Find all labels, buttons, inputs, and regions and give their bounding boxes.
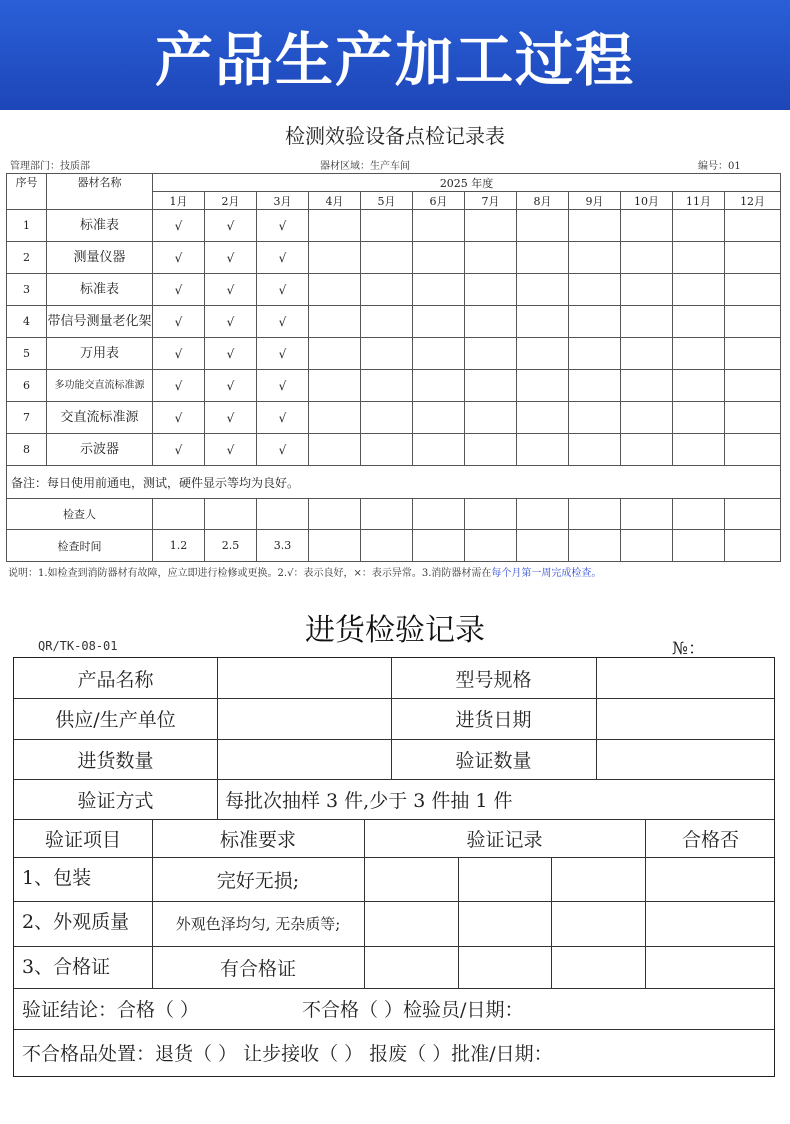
number-label: 编号：01 [698,161,741,172]
check-cell [673,242,725,274]
check-cell: √ [205,306,257,338]
check-cell: √ [205,274,257,306]
month-header: 3月 [257,192,309,210]
name-header: 器材名称 [47,174,153,210]
check-cell: √ [257,274,309,306]
table-row [7,338,781,370]
check-cell: √ [257,210,309,242]
check-cell: √ [257,306,309,338]
month-header: 4月 [309,192,361,210]
check-cell [465,274,517,306]
row-seq: 2 [7,242,47,274]
check-cell [621,274,673,306]
equipment-check-table [6,173,781,562]
standard-packaging: 完好无损; [216,869,300,892]
check-cell: √ [205,338,257,370]
check-cell [673,306,725,338]
check-cell [725,210,781,242]
check-cell [621,434,673,466]
check-cell [569,434,621,466]
check-cell: √ [257,370,309,402]
check-cell [309,434,361,466]
col-pass: 合格否 [681,828,739,851]
disposal: 不合格品处置：退货（ ） 让步接收（ ） 报废（ ）批准/日期： [22,1043,553,1065]
check-cell: √ [257,338,309,370]
check-cell [361,338,413,370]
inspector-cell [621,499,673,530]
note-text: 说明：1.如检查到消防器材有故障，应立即进行检修或更换。2.√：表示良好，×：表示异常。3.消防器材需在 [8,568,492,579]
check-cell [413,242,465,274]
arrival-date-label: 进货日期 [455,709,532,731]
check-cell [309,370,361,402]
method-label: 验证方式 [77,789,154,812]
row-name: 测量仪器 [47,242,153,274]
check-cell [621,370,673,402]
row-name: 交直流标准源 [47,402,153,434]
check-cell: √ [205,370,257,402]
check-cell [569,402,621,434]
page-banner [0,0,790,110]
banner-title: 产品生产加工过程 [154,26,635,94]
check-cell [673,370,725,402]
month-header: 10月 [621,192,673,210]
check-cell [725,402,781,434]
check-cell [465,402,517,434]
check-cell: √ [205,434,257,466]
check-cell [413,306,465,338]
inspector-cell [205,499,257,530]
check-cell [361,306,413,338]
row-name: 万用表 [47,338,153,370]
check-cell [725,434,781,466]
check-cell [621,402,673,434]
check-cell [517,434,569,466]
check-cell: √ [257,402,309,434]
check-cell [569,274,621,306]
check-cell [465,370,517,402]
check-cell [673,434,725,466]
time-cell [361,530,413,562]
table-row [7,210,781,242]
table-row [7,434,781,466]
inspector-cell [413,499,465,530]
col-record: 验证记录 [466,828,543,851]
conclusion-fail: 不合格（ ）检验员/日期： [302,999,524,1021]
check-cell: √ [257,242,309,274]
month-header: 1月 [153,192,205,210]
remark: 备注：每日使用前通电，测试，硬件显示等均为良好。 [7,466,781,499]
check-cell [725,370,781,402]
check-cell [309,274,361,306]
time-cell [517,530,569,562]
check-cell [517,402,569,434]
supplier-label: 供应/生产单位 [55,709,176,731]
standard-appearance: 外观色泽均匀, 无杂质等; [175,915,341,933]
row-seq: 1 [7,210,47,242]
inspection-title: 进货检验记录 [305,613,485,648]
month-header: 12月 [725,192,781,210]
equipment-check-meta [8,157,782,173]
check-cell [465,434,517,466]
check-cell: √ [153,242,205,274]
check-cell [621,210,673,242]
check-cell [673,402,725,434]
quantity-label: 进货数量 [77,749,154,772]
check-cell [361,370,413,402]
check-cell [569,242,621,274]
month-header: 8月 [517,192,569,210]
product-name-value [217,658,391,698]
note-highlight: 每个月第一周完成检查。 [491,568,602,579]
check-cell [413,402,465,434]
check-cell [413,210,465,242]
inspector-cell [309,499,361,530]
inspector-cell [673,499,725,530]
inspection-form [13,657,775,1077]
check-cell [517,274,569,306]
check-cell [725,242,781,274]
equipment-check-title: 检测效验设备点检记录表 [285,124,505,148]
row-name: 标准表 [47,210,153,242]
check-cell [465,210,517,242]
time-cell [569,530,621,562]
check-cell: √ [153,210,205,242]
form-number-label: №： [672,639,706,659]
check-cell [309,242,361,274]
table-row [7,274,781,306]
table-row [7,402,781,434]
check-cell [569,306,621,338]
check-cell [621,338,673,370]
inspector-cell [569,499,621,530]
model-label: 型号规格 [455,668,532,691]
verify-quantity-label: 验证数量 [455,749,532,772]
table-row [7,370,781,402]
month-header: 2月 [205,192,257,210]
check-cell [309,306,361,338]
item-certificate: 3、合格证 [22,956,111,978]
check-cell [569,370,621,402]
equipment-note [8,564,601,579]
time-cell: 1.2 [153,530,205,562]
check-cell: √ [153,274,205,306]
check-cell [569,338,621,370]
row-seq: 6 [7,370,47,402]
col-item: 验证项目 [44,828,121,851]
month-header: 7月 [465,192,517,210]
check-cell [309,210,361,242]
row-seq: 8 [7,434,47,466]
check-cell: √ [205,210,257,242]
check-cell [621,306,673,338]
row-name: 多功能交直流标准源 [47,370,153,402]
check-cell [673,338,725,370]
standard-certificate: 有合格证 [219,957,296,980]
item-appearance: 2、外观质量 [22,911,130,933]
check-cell [517,338,569,370]
inspector-cell [517,499,569,530]
seq-header: 序号 [7,174,47,210]
product-name-label: 产品名称 [77,668,154,691]
time-cell: 2.5 [205,530,257,562]
month-header: 6月 [413,192,465,210]
time-cell [309,530,361,562]
check-cell [309,402,361,434]
table-row [7,306,781,338]
method-value: 每批次抽样 3 件,少于 3 件抽 1 件 [225,789,513,812]
check-cell [413,274,465,306]
year-header: 2025 年度 [153,174,781,192]
check-cell: √ [205,402,257,434]
time-cell [725,530,781,562]
row-seq: 5 [7,338,47,370]
check-cell [517,306,569,338]
inspector-cell [725,499,781,530]
time-cell [673,530,725,562]
table-row [7,242,781,274]
row-name: 示波器 [47,434,153,466]
check-cell: √ [153,338,205,370]
check-cell [465,306,517,338]
month-header: 9月 [569,192,621,210]
item-packaging: 1、包装 [22,867,92,889]
check-cell [465,338,517,370]
check-cell [569,210,621,242]
check-cell [361,274,413,306]
form-code: QR/TK-08-01 [38,639,118,653]
row-seq: 4 [7,306,47,338]
check-cell [725,306,781,338]
row-name: 带信号测量老化架 [47,306,153,338]
check-cell [413,434,465,466]
check-cell [673,210,725,242]
col-standard: 标准要求 [219,828,296,851]
time-cell [465,530,517,562]
inspector-cell [153,499,205,530]
check-cell: √ [153,306,205,338]
inspector-label: 检查人 [7,499,153,530]
time-cell [621,530,673,562]
check-cell [413,338,465,370]
check-cell [309,338,361,370]
check-cell: √ [153,370,205,402]
check-cell [361,434,413,466]
month-header: 11月 [673,192,725,210]
row-name: 标准表 [47,274,153,306]
inspector-cell [361,499,413,530]
check-cell [517,242,569,274]
conclusion: 验证结论：合格（ ） [22,999,200,1021]
area-label: 器材区域：生产车间 [320,161,410,172]
time-label: 检查时间 [7,530,153,562]
check-cell: √ [153,402,205,434]
check-cell [361,402,413,434]
dept-label: 管理部门：技质部 [10,161,90,172]
time-cell: 3.3 [257,530,309,562]
check-cell [725,338,781,370]
row-seq: 7 [7,402,47,434]
inspector-cell [465,499,517,530]
inspector-cell [257,499,309,530]
time-cell [413,530,465,562]
check-cell: √ [257,434,309,466]
check-cell [465,242,517,274]
month-header: 5月 [361,192,413,210]
check-cell [517,210,569,242]
check-cell [517,370,569,402]
check-cell [413,370,465,402]
check-cell [725,274,781,306]
check-cell: √ [205,242,257,274]
row-seq: 3 [7,274,47,306]
check-cell [361,242,413,274]
check-cell [621,242,673,274]
check-cell: √ [153,434,205,466]
check-cell [673,274,725,306]
check-cell [361,210,413,242]
